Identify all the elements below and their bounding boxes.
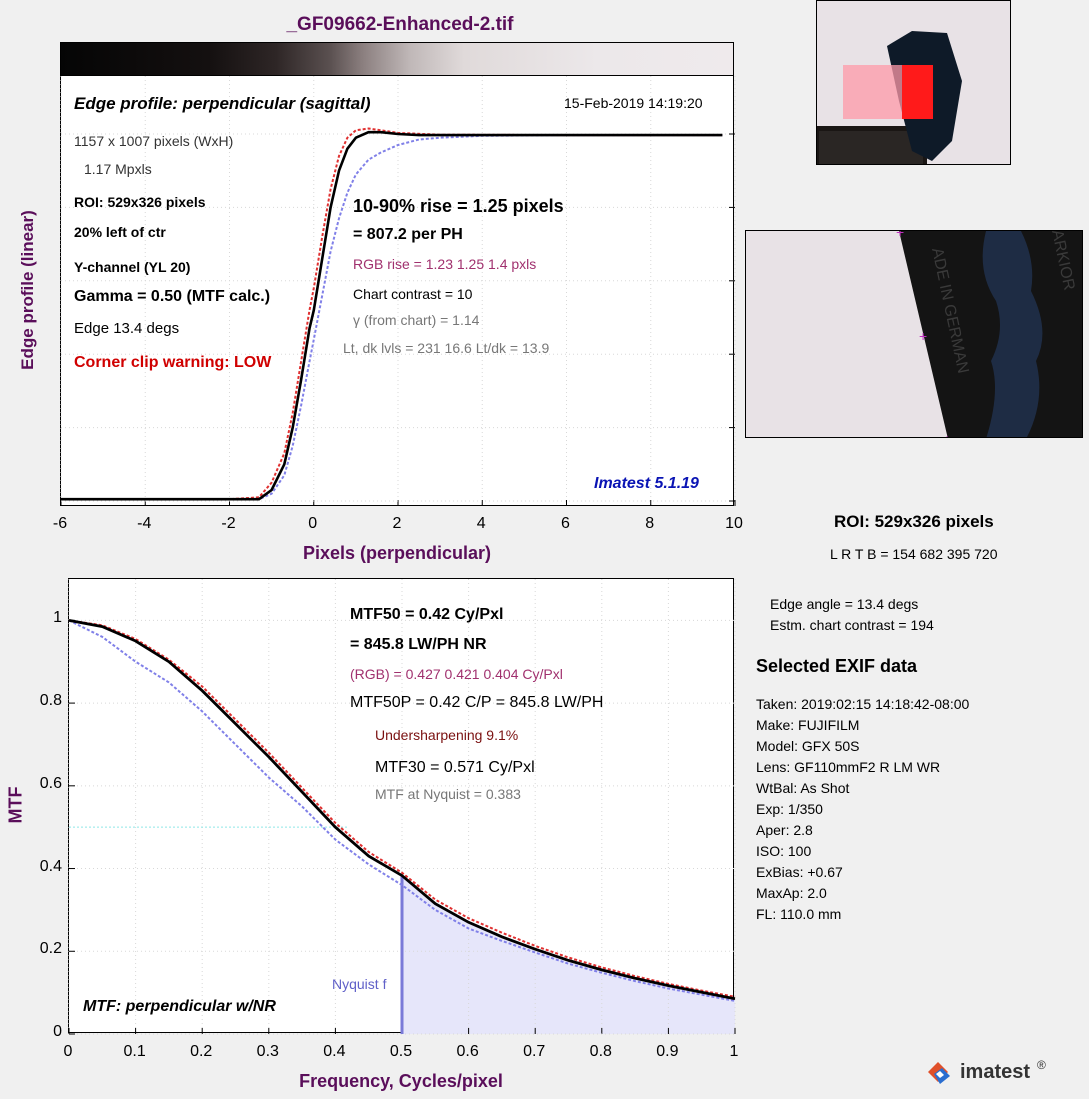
exif-line: FL: 110.0 mm: [756, 906, 842, 922]
edge-crop-text-1: ADE IN GERMAN: [928, 246, 972, 376]
chart-contrast-info: Estm. chart contrast = 194: [770, 617, 934, 633]
edge-dimensions: 1157 x 1007 pixels (WxH): [74, 133, 234, 149]
mtf-y-tick-label: 0.6: [39, 774, 62, 792]
mtf-x-tick-label: 0.2: [190, 1043, 213, 1060]
imatest-logo: [924, 1058, 1064, 1090]
mtf30-value: MTF30 = 0.571 Cy/Pxl: [375, 759, 535, 776]
edge-x-tick-label: 0: [308, 515, 318, 532]
exif-line: ISO: 100: [756, 843, 812, 859]
edge-marker-top: +: [896, 224, 905, 240]
edge-marker-mid: +: [919, 328, 928, 344]
edge-x-tick-label: 2: [392, 515, 402, 532]
edge-y-axis-label: Edge profile (linear): [18, 210, 37, 370]
light-dark-levels: Lt, dk lvls = 231 16.6 Lt/dk = 13.9: [343, 340, 550, 356]
edge-x-tick-label: -6: [52, 515, 68, 532]
exif-line: Aper: 2.8: [756, 822, 813, 838]
clip-warning: Corner clip warning: LOW: [74, 354, 272, 371]
edge-plot-title: Edge profile: perpendicular (sagittal): [74, 94, 371, 113]
mtf-x-tick-label: 0.5: [389, 1043, 413, 1060]
edge-x-tick-label: 4: [476, 515, 486, 532]
lwph-value: = 845.8 LW/PH NR: [350, 636, 487, 653]
mtf-nyquist-fill: [402, 876, 735, 1034]
exif-list: [756, 694, 969, 925]
mtf-x-tick-label: 0.3: [256, 1043, 279, 1060]
imatest-version: Imatest 5.1.19: [594, 475, 699, 492]
edge-x-tick-label: 6: [561, 515, 570, 532]
mtf-x-axis-label: Frequency, Cycles/pixel: [299, 1071, 503, 1091]
edge-x-tick-label: 8: [645, 515, 655, 532]
rise-value: 10-90% rise = 1.25 pixels: [353, 196, 564, 216]
edge-crop-image: [745, 224, 1083, 447]
gamma-chart: γ (from chart) = 1.14: [353, 312, 480, 328]
undersharpening: Undersharpening 9.1%: [375, 727, 519, 743]
roi-thumbnail-image: [817, 1, 1011, 165]
mtf-y-tick-label: 0.2: [39, 940, 62, 958]
exif-line: Lens: GF110mmF2 R LM WR: [756, 759, 941, 775]
edge-crop-image-svg: [746, 224, 1083, 447]
edge-plot-date: 15-Feb-2019 14:19:20: [564, 95, 703, 111]
edge-x-tick-label: -2: [221, 515, 236, 532]
rgb-rise: RGB rise = 1.23 1.25 1.4 pxls: [353, 256, 537, 272]
exif-line: Make: FUJIFILM: [756, 717, 860, 733]
mtf-x-tick-label: 0.7: [523, 1043, 546, 1060]
mtf-x-tick-label: 0.1: [123, 1043, 146, 1060]
edge-x-tick-label: -4: [137, 515, 152, 532]
grayscale-strip: [60, 42, 734, 76]
roi-lrtb: L R T B = 154 682 395 720: [830, 546, 998, 562]
nyquist-label: Nyquist f: [332, 976, 387, 992]
exif-line: MaxAp: 2.0: [756, 885, 827, 901]
mtf-y-tick-label: 0.4: [39, 857, 62, 875]
roi-size: ROI: 529x326 pixels: [834, 512, 994, 531]
edge-angle-label: Edge 13.4 degs: [74, 320, 180, 337]
exif-line: Taken: 2019:02:15 14:18:42-08:00: [756, 696, 970, 712]
exif-line: Exp: 1/350: [756, 801, 823, 817]
imatest-logo-text: imatest: [960, 1061, 1031, 1083]
edge-x-tick-label: 10: [725, 515, 743, 532]
mtf-caption: MTF: perpendicular w/NR: [83, 998, 276, 1015]
edge-crop-text-2: ARKIOR: [1048, 228, 1078, 292]
rgb-mtf50: (RGB) = 0.427 0.421 0.404 Cy/Pxl: [350, 666, 563, 682]
mtf-y-tick-label: 0: [53, 1023, 62, 1040]
mtf-x-tick-label: 0.9: [656, 1043, 679, 1060]
mtf-x-tick-label: 0: [63, 1043, 73, 1060]
roi-thumbnail: [816, 0, 1011, 165]
edge-mpxls: 1.17 Mpxls: [84, 161, 152, 177]
exif-line: ExBias: +0.67: [756, 864, 843, 880]
mtf-x-tick-label: 0.6: [456, 1043, 479, 1060]
mtf50p-value: MTF50P = 0.42 C/P = 845.8 LW/PH: [350, 694, 604, 711]
mtf50-value: MTF50 = 0.42 Cy/Pxl: [350, 606, 504, 623]
edge-channel: Y-channel (YL 20): [74, 259, 191, 275]
edge-roi: ROI: 529x326 pixels: [74, 194, 206, 210]
edge-x-axis-label: Pixels (perpendicular): [302, 543, 492, 563]
mtf-x-tick-label: 0.8: [589, 1043, 612, 1060]
mtf-plot: [68, 578, 734, 1033]
file-title: _GF09662-Enhanced-2.tif: [286, 14, 514, 35]
mtf-x-tick-label: 1: [729, 1043, 739, 1060]
mtf-nyquist: MTF at Nyquist = 0.383: [375, 786, 521, 802]
edge-angle-info: Edge angle = 13.4 degs: [770, 596, 919, 612]
edge-gamma: Gamma = 0.50 (MTF calc.): [74, 288, 271, 305]
edge-marker-bottom: +: [943, 431, 952, 447]
chart-contrast: Chart contrast = 10: [353, 286, 473, 302]
edge-position: 20% left of ctr: [74, 224, 166, 240]
mtf-y-tick-label: 0.8: [39, 692, 62, 710]
exif-title: Selected EXIF data: [756, 656, 918, 676]
mtf-x-tick-label: 0.4: [323, 1043, 346, 1060]
mtf-y-axis-label: MTF: [5, 786, 26, 824]
edge-profile-plot: [60, 76, 734, 506]
mtf-y-tick-label: 1: [53, 609, 62, 627]
per-ph-value: = 807.2 per PH: [353, 226, 463, 243]
exif-line: Model: GFX 50S: [756, 738, 860, 754]
imatest-logo-icon: [924, 1058, 956, 1090]
imatest-logo-registered: ®: [1037, 1058, 1046, 1072]
exif-line: WtBal: As Shot: [756, 780, 850, 796]
